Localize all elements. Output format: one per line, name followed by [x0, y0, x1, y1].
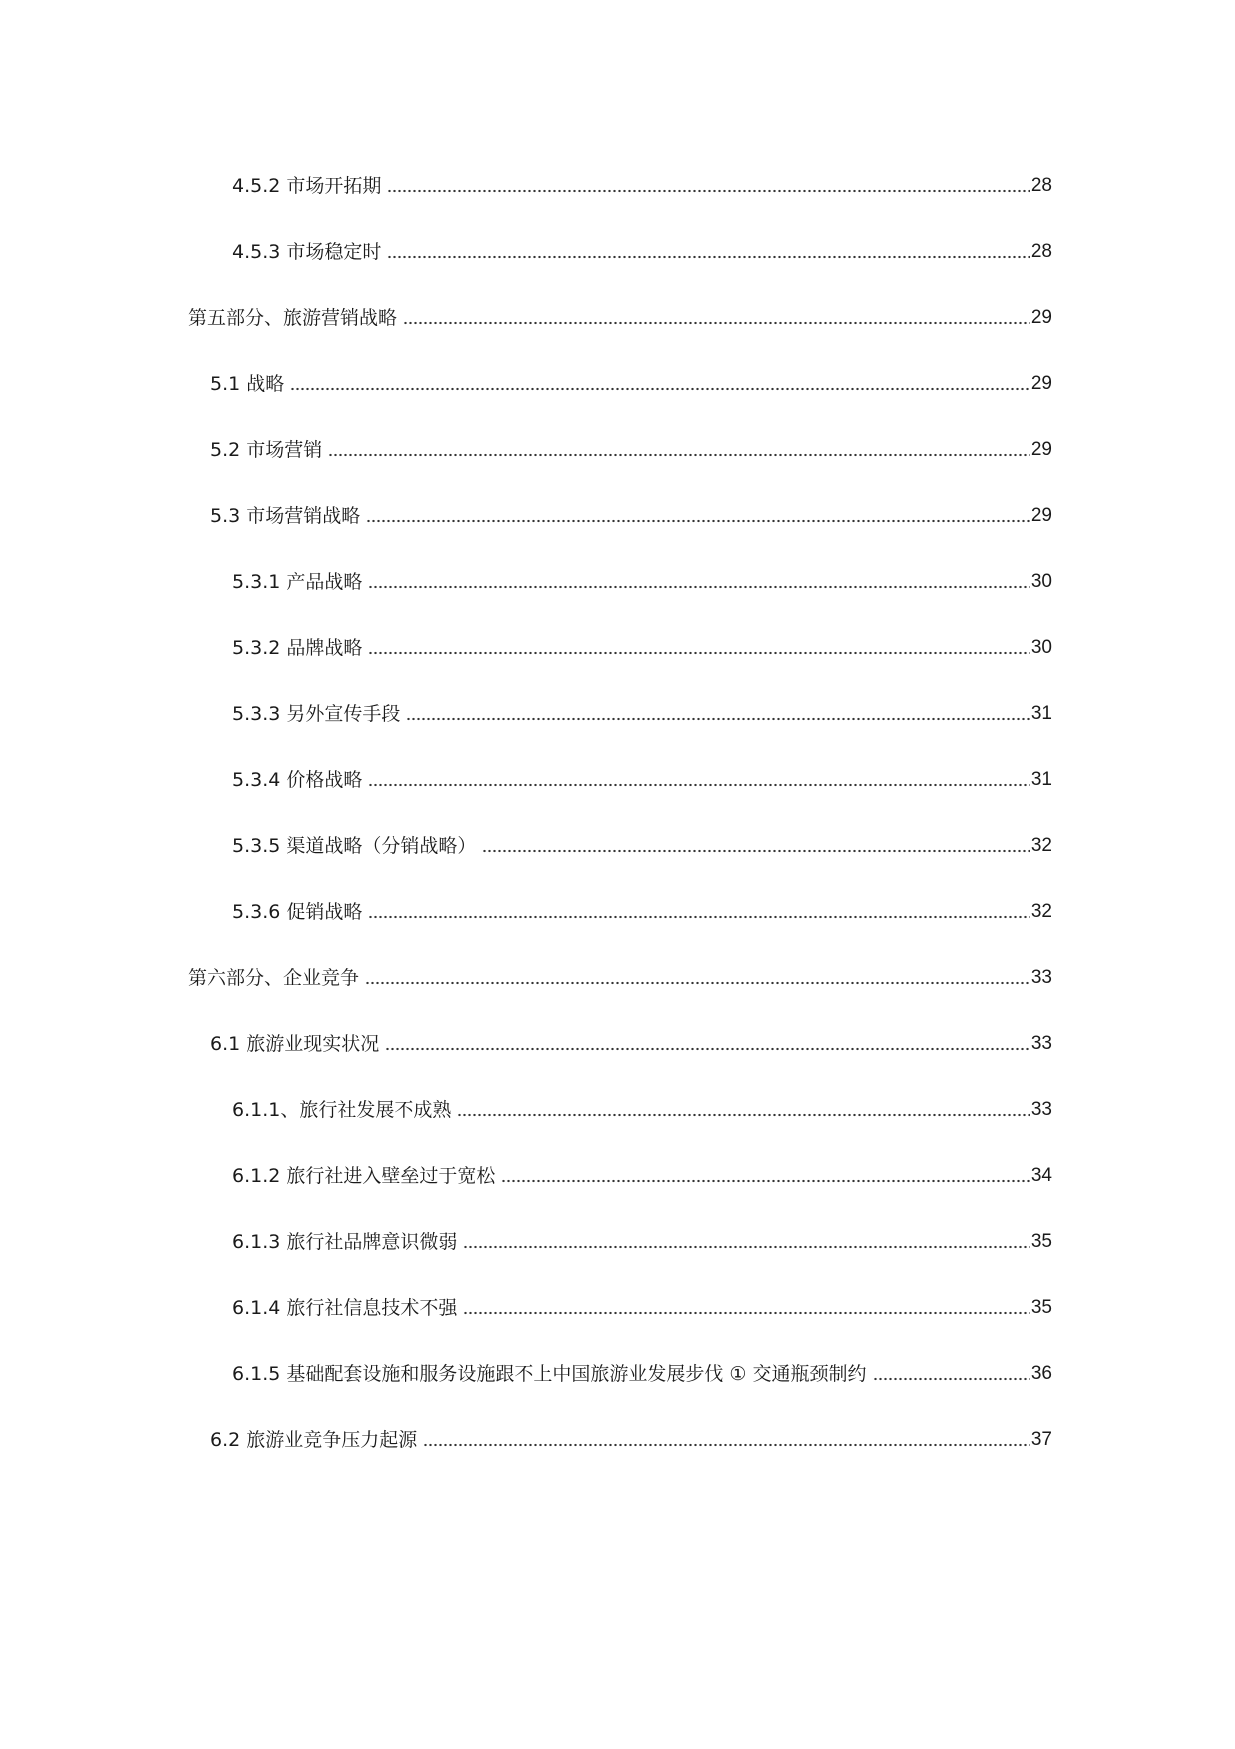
toc-entry-page: 30	[1030, 571, 1052, 592]
dot-leader	[873, 1376, 1030, 1382]
toc-entry[interactable]	[232, 756, 1052, 792]
toc-entry-page: 35	[1030, 1297, 1052, 1318]
toc-entry[interactable]	[210, 1416, 1052, 1452]
toc-entry-title: 5.3.3 另外宣传手段	[232, 703, 401, 725]
toc-entry[interactable]	[232, 1152, 1052, 1188]
dot-leader	[328, 452, 1030, 458]
dot-leader	[387, 254, 1029, 260]
toc-entry-title: 5.3.1 产品战略	[232, 571, 363, 593]
toc-entry[interactable]	[232, 888, 1052, 924]
dot-leader	[387, 188, 1029, 194]
dot-leader	[366, 518, 1030, 524]
toc-entry-page: 33	[1030, 1099, 1052, 1120]
toc-entry-page: 36	[1030, 1363, 1052, 1384]
toc-entry-title: 6.1.3 旅行社品牌意识微弱	[232, 1231, 458, 1253]
dot-leader	[423, 1442, 1030, 1448]
toc-entry-page: 28	[1030, 175, 1052, 196]
toc-entry[interactable]	[210, 492, 1052, 528]
dot-leader	[501, 1178, 1029, 1184]
toc-entry-title: 第五部分、旅游营销战略	[188, 307, 398, 329]
toc-entry[interactable]	[232, 1350, 1052, 1386]
dot-leader	[457, 1112, 1030, 1118]
toc-entry[interactable]	[232, 624, 1052, 660]
toc-entry[interactable]	[232, 822, 1052, 858]
toc-entry[interactable]	[188, 954, 1052, 990]
toc-entry-page: 33	[1030, 967, 1052, 988]
toc-entry-title: 6.1 旅游业现实状况	[210, 1033, 380, 1055]
toc-entry-page: 34	[1030, 1165, 1052, 1186]
toc-entry[interactable]	[232, 1284, 1052, 1320]
toc-entry-page: 31	[1030, 703, 1052, 724]
toc-entry-page: 29	[1030, 373, 1052, 394]
toc-entry-title: 5.3.4 价格战略	[232, 769, 363, 791]
toc-entry-page: 33	[1030, 1033, 1052, 1054]
toc-entry-page: 32	[1030, 835, 1052, 856]
toc-entry-page: 29	[1030, 439, 1052, 460]
toc-entry[interactable]	[232, 1086, 1052, 1122]
toc-entry[interactable]	[232, 1218, 1052, 1254]
toc-entry-title: 5.2 市场营销	[210, 439, 323, 461]
dot-leader	[403, 320, 1030, 326]
toc-entry[interactable]	[232, 162, 1052, 198]
dot-leader	[365, 980, 1030, 986]
toc-entry-page: 32	[1030, 901, 1052, 922]
toc-entry-title: 4.5.3 市场稳定时	[232, 241, 382, 263]
dot-leader	[368, 584, 1029, 590]
toc-entry-title: 第六部分、企业竞争	[188, 967, 360, 989]
toc-entry-page: 29	[1030, 307, 1052, 328]
dot-leader	[463, 1310, 1029, 1316]
toc-entry-title: 6.1.2 旅行社进入壁垒过于宽松	[232, 1165, 496, 1187]
toc-entry-page: 37	[1030, 1429, 1052, 1450]
toc-entry-title: 5.3.2 品牌战略	[232, 637, 363, 659]
dot-leader	[290, 386, 1030, 392]
toc-entry-title: 6.1.4 旅行社信息技术不强	[232, 1297, 458, 1319]
dot-leader	[406, 716, 1029, 722]
toc-entry-title: 6.1.5 基础配套设施和服务设施跟不上中国旅游业发展步伐 ① 交通瓶颈制约	[232, 1363, 867, 1385]
dot-leader	[482, 848, 1029, 854]
dot-leader	[368, 782, 1029, 788]
toc-entry[interactable]	[210, 360, 1052, 396]
toc-entry-title: 6.1.1、旅行社发展不成熟	[232, 1099, 452, 1121]
toc-entry-page: 28	[1030, 241, 1052, 262]
toc-entry[interactable]	[188, 294, 1052, 330]
dot-leader	[463, 1244, 1029, 1250]
dot-leader	[368, 914, 1029, 920]
toc-entry-title: 5.3 市场营销战略	[210, 505, 361, 527]
toc-entry-title: 5.3.5 渠道战略（分销战略）	[232, 835, 477, 857]
toc-entry[interactable]	[232, 228, 1052, 264]
toc-entry[interactable]	[210, 1020, 1052, 1056]
dot-leader	[385, 1046, 1030, 1052]
toc-entry-page: 31	[1030, 769, 1052, 790]
toc-entry[interactable]	[232, 690, 1052, 726]
toc-entry[interactable]	[210, 426, 1052, 462]
toc-entry-page: 29	[1030, 505, 1052, 526]
toc-entry-title: 4.5.2 市场开拓期	[232, 175, 382, 197]
toc-entry-page: 35	[1030, 1231, 1052, 1252]
toc-entry-page: 30	[1030, 637, 1052, 658]
dot-leader	[368, 650, 1029, 656]
toc-entry-title: 5.1 战略	[210, 373, 285, 395]
toc-entry[interactable]	[232, 558, 1052, 594]
toc-entry-title: 5.3.6 促销战略	[232, 901, 363, 923]
toc-entry-title: 6.2 旅游业竞争压力起源	[210, 1429, 418, 1451]
